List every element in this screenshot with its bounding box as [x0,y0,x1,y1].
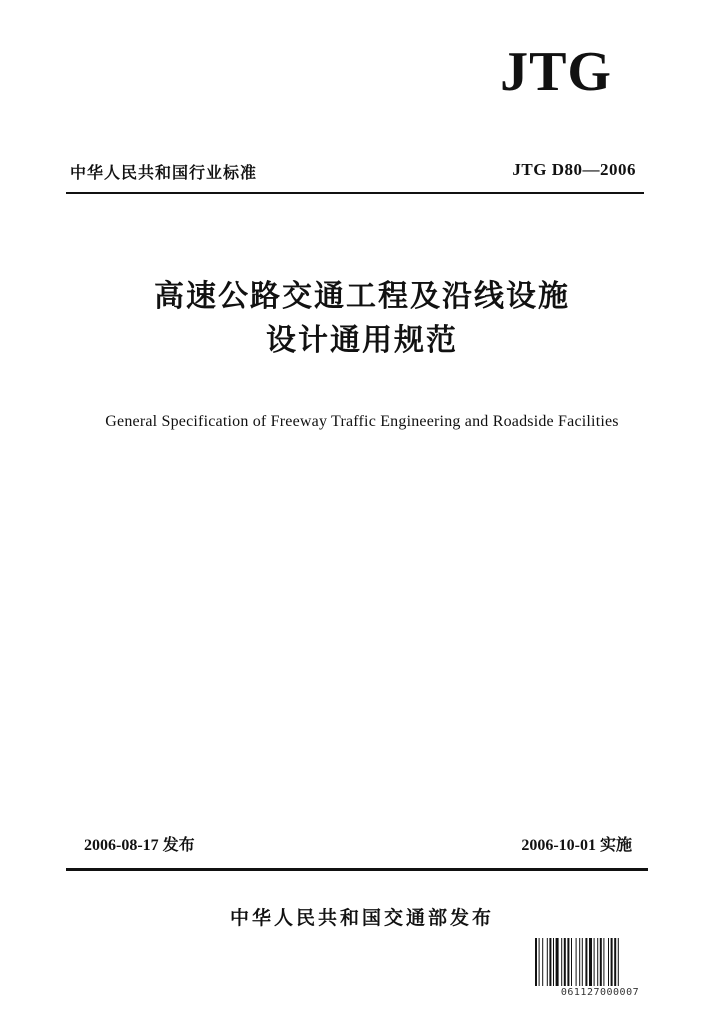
barcode-number: 061127000007 [560,987,640,998]
issue-date: 2006-08-17 发布 [84,837,195,854]
barcode-icon [534,938,666,986]
document-title-chinese [0,275,724,363]
standard-category: 中华人民共和国行业标准 [70,163,258,182]
bottom-divider [66,868,648,871]
jtg-logo: JTG [500,41,612,103]
standard-code: JTG D80—2006 [512,160,636,179]
barcode [534,938,666,998]
effective-date: 2006-10-01 实施 [521,837,632,854]
title-line-2: 设计通用规范 [266,323,458,358]
top-divider [66,192,644,194]
document-title-english: General Specification of Freeway Traffic Engineering and Roadside Facilities [105,413,619,430]
publisher: 中华人民共和国交通部发布 [229,907,494,929]
title-line-1: 高速公路交通工程及沿线设施 [154,279,570,314]
